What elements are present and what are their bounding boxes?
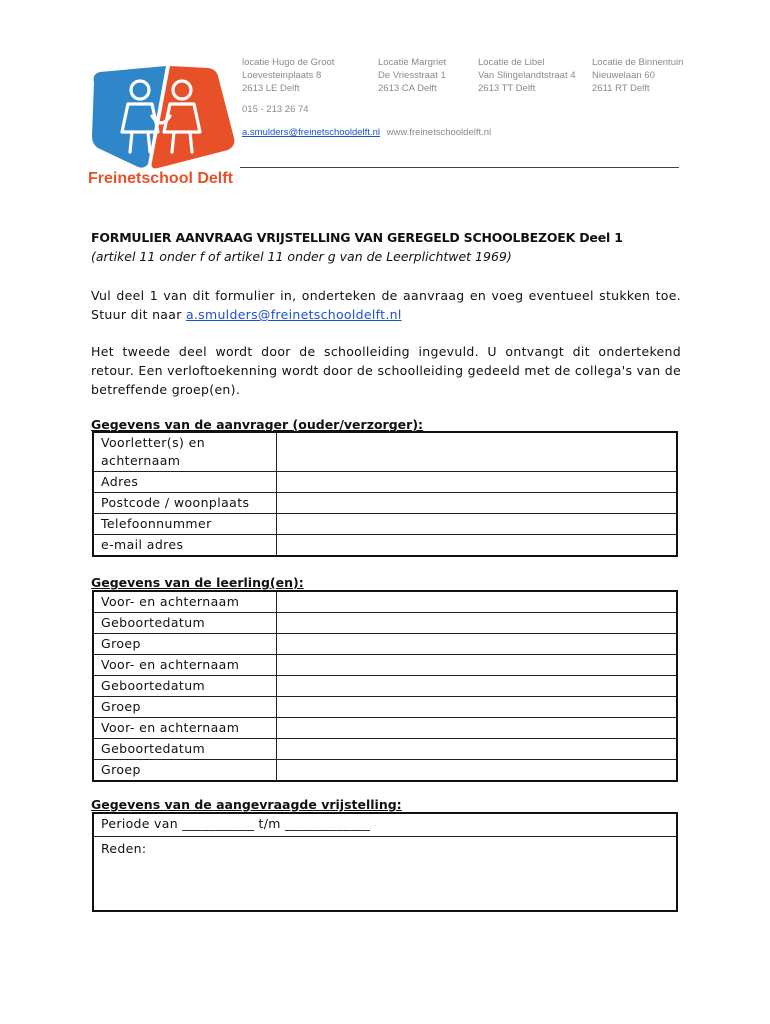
student-birthdate-field[interactable] [277,676,678,697]
table-row [93,655,677,676]
student-name-field[interactable] [277,591,678,613]
location-street: Nieuwelaan 60 [592,70,655,81]
exemption-box [92,812,678,912]
contact-links [242,127,491,138]
location-city: 2611 RT Delft [592,83,650,94]
phone-field[interactable] [277,514,678,535]
form-title: FORMULIER AANVRAAG VRIJSTELLING VAN GEREGELD SCHOOLBEZOEK Deel 1 [91,230,623,245]
location-street: Loevesteinplaats 8 [242,70,322,81]
field-label: Groep [93,634,277,655]
students-heading: Gegevens van de leerling(en): [91,575,304,590]
info-paragraph: Het tweede deel wordt door de schoolleiding ingevuld. U ontvangt dit ondertekend retour. Een verloftoekenning wordt door de schoolleiding gedeeld met de collega's van de betreffende groep(en). [91,344,681,397]
table-row [93,591,677,613]
address-field[interactable] [277,472,678,493]
header-divider [240,167,679,168]
field-label: e-mail adres [93,535,277,557]
website-link[interactable]: www.freinetschooldelft.nl [386,127,492,138]
location-block [592,56,683,95]
field-label: Geboortedatum [93,613,277,634]
location-block [378,56,446,95]
location-street: Van Slingelandtstraat 4 [478,70,576,81]
table-row [93,760,677,782]
email-link[interactable]: a.smulders@freinetschooldelft.nl [242,127,380,138]
table-row [93,718,677,739]
field-label: Postcode / woonplaats [93,493,277,514]
field-label: Voor- en achternaam [93,655,277,676]
field-label: Adres [93,472,277,493]
student-name-field[interactable] [277,718,678,739]
exemption-heading: Gegevens van de aangevraagde vrijstelling: [91,797,402,812]
email-field[interactable] [277,535,678,557]
table-row [93,634,677,655]
field-label: Voorletter(s) en achternaam [93,432,277,472]
location-city: 2613 CA Delft [378,83,437,94]
instruction-paragraph [91,286,681,324]
applicant-heading: Gegevens van de aanvrager (ouder/verzorger): [91,417,424,432]
students-table [92,590,678,782]
postcode-field[interactable] [277,493,678,514]
reason-field[interactable]: Reden: [101,841,147,856]
table-row [93,432,677,472]
table-row [93,535,677,557]
location-block [242,56,334,95]
table-row [93,493,677,514]
instruction-email-link[interactable]: a.smulders@freinetschooldelft.nl [185,307,402,322]
field-label: Voor- en achternaam [93,591,277,613]
student-group-field[interactable] [277,760,678,782]
field-label: Geboortedatum [93,676,277,697]
form-subtitle: (artikel 11 onder f of artikel 11 onder g van de Leerplichtwet 1969) [91,249,512,264]
table-row [93,613,677,634]
field-label: Geboortedatum [93,739,277,760]
location-city: 2613 TT Delft [478,83,536,94]
location-name: Locatie de Libel [478,57,545,68]
table-row [93,697,677,718]
location-name: Locatie de Binnentuin [592,57,684,68]
school-logo [88,60,238,170]
phone-number: 015 - 213 26 74 [242,104,309,115]
location-name: Locatie Margriet [378,57,447,68]
table-row [93,676,677,697]
table-row [93,472,677,493]
student-name-field[interactable] [277,655,678,676]
table-row [93,739,677,760]
location-street: De Vriesstraat 1 [378,70,446,81]
location-name: locatie Hugo de Groot [242,57,335,68]
period-field[interactable]: Periode van ___________ t/m _____________ [94,814,676,837]
student-group-field[interactable] [277,634,678,655]
applicant-table [92,431,678,557]
brand-name: Freinetschool Delft [88,170,233,187]
field-label: Voor- en achternaam [93,718,277,739]
location-block [478,56,576,95]
student-birthdate-field[interactable] [277,613,678,634]
table-row [93,514,677,535]
name-field[interactable] [277,432,678,472]
student-birthdate-field[interactable] [277,739,678,760]
instruction-text: Vul deel 1 van dit formulier in, onderteken de aanvraag en voeg eventueel stukken toe. Stuur dit naar [91,288,681,322]
student-group-field[interactable] [277,697,678,718]
location-city: 2613 LE Delft [242,83,300,94]
field-label: Groep [93,760,277,782]
field-label: Groep [93,697,277,718]
field-label: Telefoonnummer [93,514,277,535]
